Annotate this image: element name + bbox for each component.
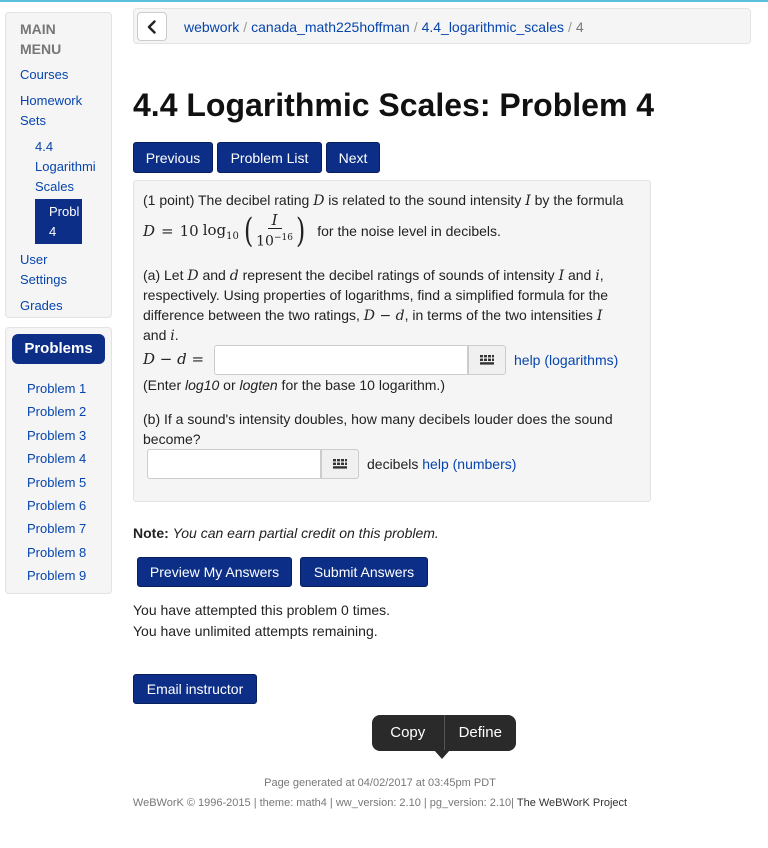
formula-equals: =	[161, 222, 174, 240]
var-d: d	[229, 268, 239, 284]
menu-grades-link[interactable]: Grades	[20, 298, 63, 313]
submit-answers-button[interactable]: Submit Answers	[300, 557, 428, 587]
part-a-text: and	[198, 267, 230, 283]
back-button[interactable]	[137, 12, 167, 41]
part-a-line1	[143, 265, 604, 286]
part-a-line4	[143, 325, 179, 346]
formula-coef: 10	[179, 222, 199, 240]
problem-list-button[interactable]: Problem List	[217, 142, 322, 173]
period: .	[174, 327, 179, 343]
menu-set-line1: 4.4	[35, 139, 54, 154]
problem-link-1[interactable]: Problem 1	[27, 381, 87, 396]
attempts-info	[133, 600, 390, 642]
menu-active-problem[interactable]	[35, 199, 82, 244]
menu-user-settings-link[interactable]: User Settings	[20, 252, 67, 287]
footer-generated: Page generated at 04/02/2017 at 03:45pm PDT	[264, 777, 496, 789]
page-title: 4.4 Logarithmic Scales: Problem 4	[133, 87, 655, 123]
menu-courses-link[interactable]: Courses	[20, 67, 69, 82]
menu-active-line1: Probl	[49, 204, 80, 219]
webwork-project-link[interactable]: The WeBWorK Project	[516, 797, 628, 809]
copy-menu-item[interactable]: Copy	[390, 724, 426, 741]
problem-intro	[143, 190, 623, 211]
breadcrumb	[133, 8, 751, 44]
intro-text-2: is related to the sound intensity	[324, 192, 526, 208]
main-menu	[5, 12, 112, 318]
formula-tail: for the noise level in decibels.	[317, 223, 501, 239]
breadcrumb-separator: /	[243, 19, 248, 35]
comma: ,	[599, 267, 604, 283]
footer-credits-text: WeBWorK © 1996-2015 | theme: math4 | ww_version: 2.10 | pg_version: 2.10|	[132, 797, 517, 809]
part-a-text: (a) Let	[143, 267, 188, 283]
grid-keyboard-icon	[333, 459, 347, 469]
hint-a	[143, 375, 445, 395]
note-text: You can earn partial credit on this problem.	[172, 525, 439, 541]
decibels-label: decibels	[367, 456, 419, 472]
formula-denominator: $10^{-16}$	[256, 232, 293, 250]
decibel-formula	[143, 211, 501, 251]
problem-link-9[interactable]: Problem 9	[27, 568, 87, 584]
part-a-text: , in terms of the two intensities	[404, 307, 597, 323]
breadcrumb-course[interactable]: canada_math225hoffman	[251, 19, 410, 35]
answer-b-suffix	[367, 454, 516, 474]
main-menu-title: MAIN MENU	[20, 21, 62, 57]
part-a-text: and	[564, 267, 596, 283]
var-I: I	[525, 193, 531, 209]
problem-body	[133, 180, 651, 502]
part-a-text: and	[143, 327, 171, 343]
var-D: D	[313, 193, 325, 209]
answer-a-input[interactable]	[214, 345, 468, 375]
formula-numerator: I	[268, 212, 282, 229]
problem-link-5[interactable]: Problem 5	[27, 474, 87, 490]
hint-text: or	[219, 377, 240, 393]
top-accent-line	[0, 0, 768, 2]
chevron-left-icon	[146, 20, 158, 34]
popup-arrow	[434, 750, 450, 759]
problem-link-2[interactable]: Problem 2	[27, 404, 87, 420]
grid-keyboard-icon	[480, 355, 494, 365]
menu-set-line2: Logarithmi	[35, 159, 96, 174]
footer-credits	[0, 797, 760, 809]
help-numbers-link[interactable]: help (numbers)	[422, 456, 517, 472]
breadcrumb-trail	[184, 18, 584, 36]
formula-D: D	[143, 222, 156, 240]
formula-right-paren: )	[295, 211, 306, 251]
var-D: D	[187, 268, 199, 284]
hint-logten: logten	[239, 377, 278, 393]
var-I: I	[558, 268, 565, 284]
breadcrumb-separator: /	[567, 19, 572, 35]
formula-left-paren: (	[243, 211, 254, 251]
problem-link-8[interactable]: Problem 8	[27, 544, 87, 560]
next-button[interactable]: Next	[326, 142, 380, 173]
intro-text-1: (1 point) The decibel rating	[143, 192, 314, 208]
preview-answers-button[interactable]: Preview My Answers	[137, 557, 292, 587]
answer-b-input[interactable]	[147, 449, 321, 479]
part-a-line2: respectively. Using properties of logarithms, find a simplified formula for the	[143, 287, 609, 303]
problems-nav	[5, 327, 112, 594]
note-label: Note:	[133, 525, 169, 541]
breadcrumb-separator: /	[413, 19, 418, 35]
breadcrumb-set[interactable]: 4.4_logarithmic_scales	[421, 19, 564, 35]
answer-a-label: D − d =	[143, 350, 205, 368]
help-logarithms-link[interactable]: help (logarithms)	[514, 352, 619, 368]
answer-b-keyboard-button[interactable]	[321, 449, 359, 479]
menu-active-line2: 4	[49, 224, 57, 239]
problem-link-7[interactable]: Problem 7	[27, 521, 87, 537]
hint-text: (Enter	[143, 377, 186, 393]
menu-set-line3: Scales	[35, 179, 75, 194]
expr-D-minus-d: D − d	[363, 308, 405, 324]
breadcrumb-webwork[interactable]: webwork	[184, 19, 240, 35]
hint-log10: log10	[185, 377, 220, 393]
var-i: i	[595, 268, 600, 284]
menu-set-link[interactable]	[20, 137, 111, 197]
problem-link-6[interactable]: Problem 6	[27, 497, 87, 513]
answer-a-keyboard-button[interactable]	[468, 345, 506, 375]
problems-list	[27, 377, 86, 588]
var-I: I	[596, 308, 603, 324]
previous-button[interactable]: Previous	[133, 142, 213, 173]
part-a-line3	[143, 305, 602, 326]
menu-homework-sets-link[interactable]: Homework Sets	[20, 93, 83, 128]
part-b-line1: (b) If a sound's intensity doubles, how many decibels louder does the sound	[143, 411, 613, 427]
attempts-line1: You have attempted this problem 0 times.	[133, 602, 391, 618]
attempts-line2: You have unlimited attempts remaining.	[133, 623, 378, 639]
part-b-line2: become?	[143, 431, 201, 447]
problems-heading: Problems	[12, 334, 105, 364]
breadcrumb-current: 4	[575, 19, 584, 35]
formula-fraction	[256, 212, 293, 251]
define-menu-item[interactable]: Define	[458, 724, 502, 741]
var-i: i	[170, 328, 175, 344]
hint-text: for the base 10 logarithm.)	[277, 377, 445, 393]
problem-link-3[interactable]: Problem 3	[27, 427, 87, 443]
part-a-text: difference between the two ratings,	[143, 307, 364, 323]
formula-log: $\log_{10}$	[202, 220, 239, 242]
email-instructor-button[interactable]: Email instructor	[133, 674, 257, 704]
partial-credit-note	[133, 523, 439, 543]
text-selection-popup	[372, 715, 516, 751]
intro-text-3: by the formula	[530, 192, 624, 208]
part-a-text: represent the decibel ratings of sounds of intensity	[238, 267, 559, 283]
problem-link-4[interactable]: Problem 4	[27, 451, 87, 467]
